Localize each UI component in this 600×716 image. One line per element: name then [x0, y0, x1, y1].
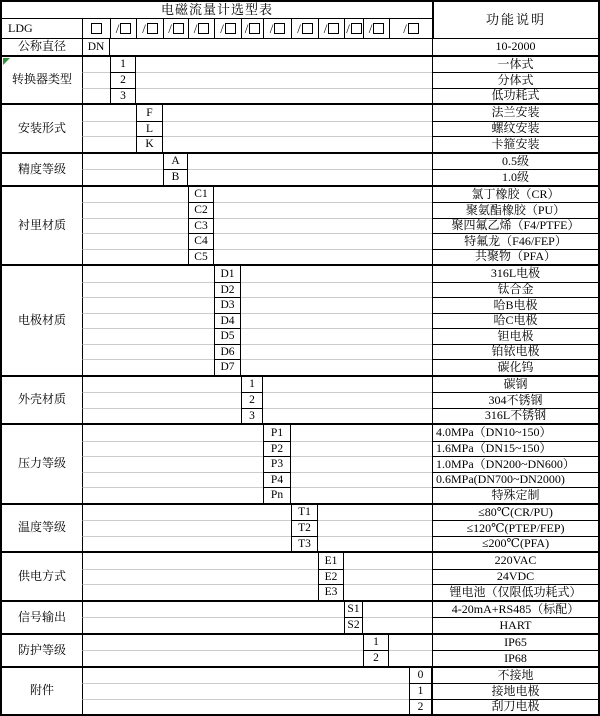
model-code-box [188, 18, 214, 38]
filler-cell [214, 187, 432, 203]
description-cell-pressure-rating: 特殊定制 [432, 487, 598, 503]
block-housing-material [2, 375, 598, 424]
code-placeholder-box-icon [373, 23, 384, 34]
filler-cell [82, 520, 291, 536]
code-cell-power-supply: E1 [318, 553, 344, 569]
description-cell-electrode-material: 钽电极 [432, 328, 598, 344]
description-cell-power-supply: 220VAC [432, 553, 598, 569]
filler-cell [241, 266, 432, 282]
filler-cell [188, 169, 432, 185]
filler-cell [344, 584, 432, 600]
filler-cell [82, 487, 263, 503]
code-cell-lining-material: C1 [188, 187, 214, 203]
slash-separator: / [115, 20, 120, 36]
table-header [2, 2, 598, 38]
category-label-protection-rating: 防护等级 [17, 642, 66, 657]
code-cell-pressure-rating: P2 [263, 441, 291, 457]
code-placeholder-box-icon [351, 23, 362, 34]
description-cell-converter-type: 分体式 [432, 72, 598, 88]
filler-cell [214, 249, 432, 265]
description-cell-converter-type: 一体式 [432, 57, 598, 73]
code-cell-converter-type: 1 [110, 57, 136, 73]
code-cell-pressure-rating: Pn [263, 487, 291, 503]
filler-cell [82, 233, 188, 249]
code-cell-pressure-rating: P3 [263, 456, 291, 472]
code-cell-housing-material: 1 [241, 377, 263, 393]
filler-cell [82, 650, 363, 666]
model-code-box [136, 18, 163, 38]
code-cell-accessories: 1 [409, 683, 432, 699]
category-label-signal-output: 信号输出 [17, 609, 66, 624]
filler-cell [82, 121, 136, 137]
code-cell-power-supply: E2 [318, 569, 344, 585]
code-cell-electrode-material: D3 [214, 297, 241, 313]
code-placeholder-box-icon [173, 23, 184, 34]
filler-cell [241, 297, 432, 313]
block-lining-material [2, 185, 598, 265]
category-label-accuracy-class: 精度等级 [17, 161, 66, 176]
filler-cell [82, 553, 318, 569]
model-code-box [110, 18, 136, 38]
description-cell-lining-material: 聚氨酯橡胶（PU） [432, 202, 598, 218]
description-cell-accuracy-class: 1.0级 [432, 169, 598, 185]
filler-cell [82, 297, 214, 313]
filler-cell [318, 505, 432, 521]
filler-cell [82, 88, 110, 104]
category-label-converter-type: 转换器类型 [2, 57, 82, 104]
description-cell-installation-form: 卡箍安装 [432, 136, 598, 152]
filler-cell [241, 282, 432, 298]
filler-cell [82, 425, 263, 441]
category-label-nominal-diameter: 公称直径 [17, 39, 66, 54]
model-code-box [344, 18, 363, 38]
description-cell-lining-material: 共聚物（PFA） [432, 249, 598, 265]
model-code-box [241, 18, 263, 38]
slash-separator: / [368, 20, 373, 36]
model-code-box [389, 18, 432, 38]
filler-cell [82, 328, 214, 344]
block-installation-form [2, 103, 598, 152]
filler-cell [82, 249, 188, 265]
description-cell-housing-material: 碳钢 [432, 377, 598, 393]
description-cell-power-supply: 锂电池（仅限低功耗式） [432, 584, 598, 600]
code-placeholder-box-icon [302, 23, 313, 34]
code-cell-accuracy-class: B [163, 169, 188, 185]
description-cell-electrode-material: 铂铱电极 [432, 344, 598, 360]
filler-cell [82, 617, 344, 633]
slash-separator: / [244, 20, 249, 36]
code-cell-lining-material: C3 [188, 218, 214, 234]
description-cell-power-supply: 24VDC [432, 569, 598, 585]
model-code-box [318, 18, 344, 38]
filler-cell [263, 392, 432, 408]
description-cell-pressure-rating: 1.6MPa（DN15~150） [432, 441, 598, 457]
filler-cell [163, 136, 432, 152]
code-cell-lining-material: C4 [188, 233, 214, 249]
description-cell-temperature-rating: ≤80℃(CR/PU) [432, 505, 598, 521]
filler-cell [363, 602, 432, 618]
code-cell-installation-form: F [136, 105, 163, 121]
block-electrode-material [2, 264, 598, 375]
filler-cell [82, 202, 188, 218]
description-cell-temperature-rating: ≤120℃(PTEP/FEP) [432, 520, 598, 536]
description-cell-pressure-rating: 0.6MPa(DN700~DN2000) [432, 472, 598, 488]
description-cell-electrode-material: 哈C电极 [432, 313, 598, 329]
block-accessories [2, 666, 598, 715]
slash-separator: / [142, 20, 146, 36]
description-cell-housing-material: 304不锈钢 [432, 392, 598, 408]
description-cell-accessories: 刮刀电极 [432, 699, 598, 715]
code-placeholder-box-icon [225, 23, 236, 34]
code-cell-protection-rating: 1 [363, 635, 389, 651]
category-label-installation-form: 安装形式 [17, 120, 66, 135]
filler-cell [136, 88, 432, 104]
model-code-box [163, 18, 188, 38]
code-cell-pressure-rating: P4 [263, 472, 291, 488]
code-placeholder-box-icon [147, 23, 158, 34]
filler-cell [82, 668, 409, 684]
code-cell-installation-form: K [136, 136, 163, 152]
code-cell-electrode-material: D1 [214, 266, 241, 282]
filler-cell [82, 569, 318, 585]
filler-cell [163, 121, 432, 137]
filler-cell [82, 456, 263, 472]
filler-cell [214, 218, 432, 234]
code-cell-accessories: 2 [409, 699, 432, 715]
description-cell-signal-output: HART [432, 617, 598, 633]
block-pressure-rating [2, 423, 598, 503]
block-accuracy-class [2, 152, 598, 185]
filler-cell [82, 169, 163, 185]
description-cell-converter-type: 低功耗式 [432, 88, 598, 104]
description-cell-accuracy-class: 0.5级 [432, 154, 598, 170]
slash-separator: / [269, 20, 274, 36]
filler-cell [82, 602, 344, 618]
function-description-header: 功能说明 [432, 2, 598, 38]
filler-cell [363, 617, 432, 633]
code-placeholder-box-icon [249, 23, 260, 34]
filler-cell [82, 57, 110, 73]
code-placeholder-box-icon [408, 23, 419, 34]
filler-cell [82, 408, 241, 424]
description-cell-temperature-rating: ≤200℃(PFA) [432, 536, 598, 552]
slash-separator: / [193, 20, 198, 36]
code-cell-temperature-rating: T3 [291, 536, 318, 552]
code-cell-lining-material: C2 [188, 202, 214, 218]
block-power-supply [2, 551, 598, 600]
description-cell-electrode-material: 哈B电极 [432, 297, 598, 313]
description-cell-installation-form: 法兰安装 [432, 105, 598, 121]
slash-separator: / [346, 20, 350, 36]
description-cell-electrode-material: 316L电极 [432, 266, 598, 282]
category-label-accessories: 附件 [29, 683, 54, 698]
slash-separator: / [297, 20, 301, 36]
code-cell-electrode-material: D5 [214, 328, 241, 344]
description-cell-installation-form: 螺纹安装 [432, 121, 598, 137]
description-cell-electrode-material: 碳化钨 [432, 359, 598, 375]
category-label-pressure-rating: 压力等级 [17, 456, 66, 471]
filler-cell [82, 683, 409, 699]
filler-cell [291, 425, 432, 441]
code-cell-protection-rating: 2 [363, 650, 389, 666]
description-cell-protection-rating: IP65 [432, 635, 598, 651]
description-cell-pressure-rating: 4.0MPa（DN10~150） [432, 425, 598, 441]
category-label-temperature-rating: 温度等级 [17, 520, 66, 535]
category-label-electrode-material: 电极材质 [17, 312, 66, 327]
filler-cell [188, 154, 432, 170]
code-cell-signal-output: S2 [344, 617, 363, 633]
description-cell-accessories: 接地电极 [432, 683, 598, 699]
description-cell-housing-material: 316L不锈钢 [432, 408, 598, 424]
filler-cell [82, 699, 409, 715]
model-code-box [82, 18, 110, 38]
block-nominal-diameter [2, 38, 598, 55]
filler-cell [82, 584, 318, 600]
block-protection-rating [2, 633, 598, 666]
filler-cell [263, 377, 432, 393]
model-code-box [214, 18, 241, 38]
description-cell-lining-material: 聚四氟乙烯（F4/PTFE） [432, 218, 598, 234]
block-temperature-rating [2, 503, 598, 552]
code-placeholder-box-icon [198, 23, 209, 34]
filler-cell [214, 233, 432, 249]
filler-cell [241, 313, 432, 329]
code-cell-nominal-diameter: DN [82, 39, 110, 55]
slash-separator: / [403, 20, 407, 36]
code-cell-electrode-material: D7 [214, 359, 241, 375]
filler-cell [82, 359, 214, 375]
code-cell-converter-type: 3 [110, 88, 136, 104]
description-cell-protection-rating: IP68 [432, 650, 598, 666]
model-code-box [363, 18, 389, 38]
filler-cell [82, 505, 291, 521]
category-label-lining-material: 衬里材质 [17, 217, 66, 232]
code-placeholder-box-icon [120, 23, 131, 34]
slash-separator: / [220, 20, 224, 36]
code-cell-accessories: 0 [409, 668, 432, 684]
filler-cell [241, 359, 432, 375]
filler-cell [241, 328, 432, 344]
slash-separator: / [168, 20, 172, 36]
filler-cell [82, 441, 263, 457]
filler-cell [318, 536, 432, 552]
description-cell-signal-output: 4-20mA+RS485（标配） [432, 602, 598, 618]
filler-cell [82, 154, 163, 170]
model-code-box [263, 18, 291, 38]
description-cell-nominal-diameter: 10-2000 [432, 39, 598, 55]
filler-cell [82, 472, 263, 488]
code-placeholder-box-icon [91, 23, 102, 34]
code-cell-housing-material: 3 [241, 408, 263, 424]
code-cell-temperature-rating: T2 [291, 520, 318, 536]
filler-cell [82, 635, 363, 651]
code-cell-lining-material: C5 [188, 249, 214, 265]
category-label-power-supply: 供电方式 [17, 568, 66, 583]
filler-cell [82, 105, 136, 121]
filler-cell [163, 105, 432, 121]
filler-cell [82, 187, 188, 203]
filler-cell [82, 392, 241, 408]
filler-cell [82, 282, 214, 298]
filler-cell [291, 441, 432, 457]
filler-cell [389, 635, 432, 651]
filler-cell [82, 72, 110, 88]
filler-cell [82, 136, 136, 152]
code-cell-temperature-rating: T1 [291, 505, 318, 521]
code-cell-converter-type: 2 [110, 72, 136, 88]
description-cell-accessories: 不接地 [432, 668, 598, 684]
code-cell-signal-output: S1 [344, 602, 363, 618]
code-cell-pressure-rating: P1 [263, 425, 291, 441]
code-cell-electrode-material: D2 [214, 282, 241, 298]
filler-cell [291, 487, 432, 503]
code-cell-installation-form: L [136, 121, 163, 137]
filler-cell [263, 408, 432, 424]
description-cell-lining-material: 氯丁橡胶（CR） [432, 187, 598, 203]
code-cell-power-supply: E3 [318, 584, 344, 600]
filler-cell [82, 313, 214, 329]
description-cell-lining-material: 特氟龙（F46/FEP） [432, 233, 598, 249]
description-cell-pressure-rating: 1.0MPa（DN200~DN600） [432, 456, 598, 472]
category-label-housing-material: 外壳材质 [17, 392, 66, 407]
filler-cell [82, 377, 241, 393]
model-prefix: LDG [2, 18, 82, 38]
code-placeholder-box-icon [328, 23, 339, 34]
model-code-box [291, 18, 318, 38]
filler-cell [318, 520, 432, 536]
filler-cell [344, 553, 432, 569]
table-title: 电磁流量计选型表 [160, 2, 273, 18]
block-converter-type [2, 55, 598, 104]
filler-cell [214, 202, 432, 218]
filler-cell [291, 456, 432, 472]
code-cell-accuracy-class: A [163, 154, 188, 170]
code-cell-electrode-material: D6 [214, 344, 241, 360]
filler-cell [82, 218, 188, 234]
filler-cell [344, 569, 432, 585]
block-signal-output [2, 600, 598, 633]
code-cell-electrode-material: D4 [214, 313, 241, 329]
description-cell-electrode-material: 钛合金 [432, 282, 598, 298]
slash-separator: / [323, 20, 328, 36]
filler-cell [110, 39, 432, 55]
filler-cell [82, 266, 214, 282]
filler-cell [241, 344, 432, 360]
filler-cell [136, 57, 432, 73]
filler-cell [82, 344, 214, 360]
code-cell-housing-material: 2 [241, 392, 263, 408]
code-placeholder-box-icon [274, 23, 285, 34]
filler-cell [136, 72, 432, 88]
filler-cell [291, 472, 432, 488]
filler-cell [389, 650, 432, 666]
filler-cell [82, 536, 291, 552]
